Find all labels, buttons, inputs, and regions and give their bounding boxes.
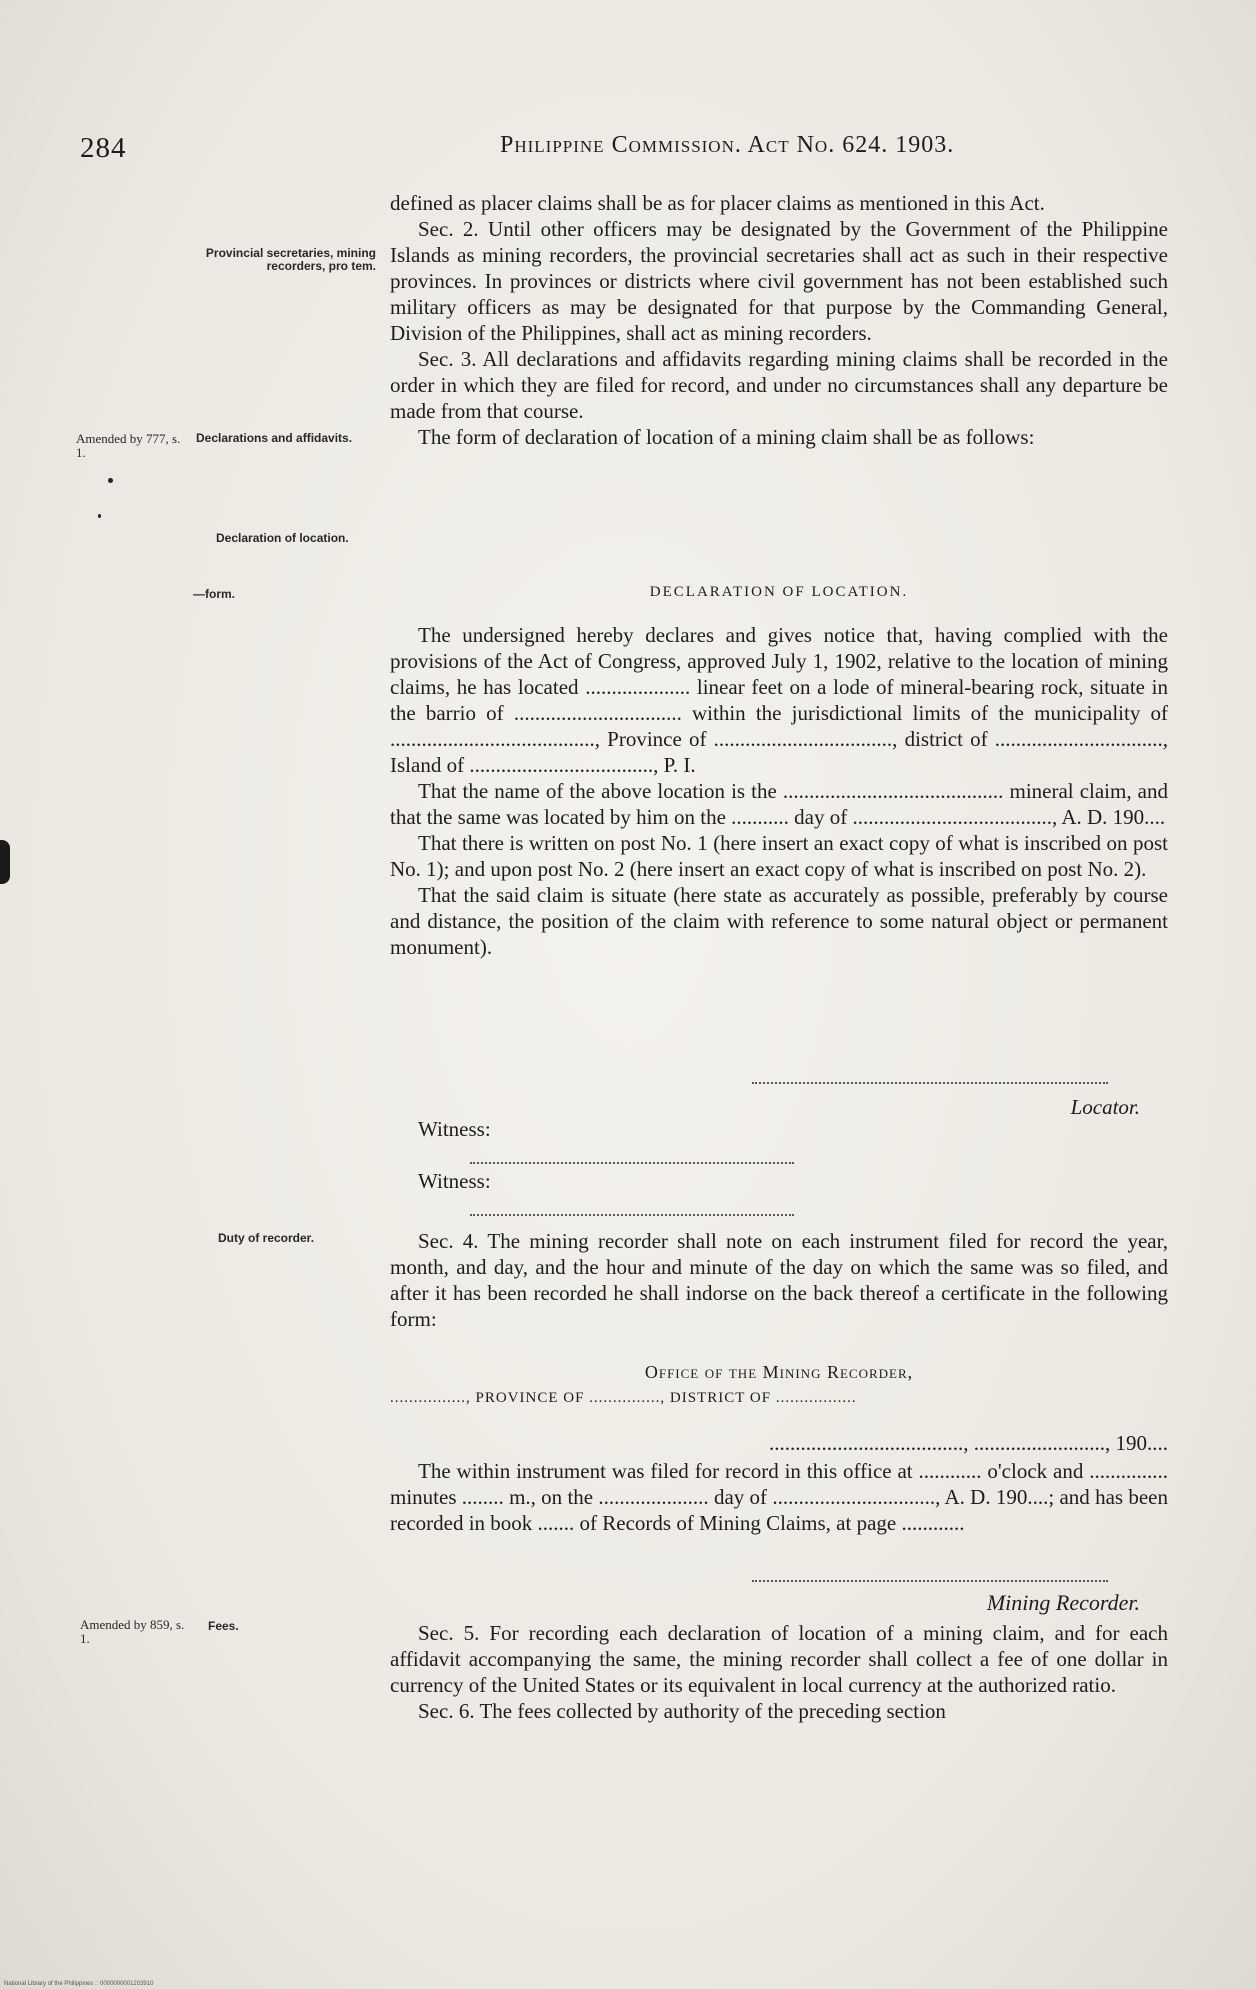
margin-note-declaration-location: Declaration of location. (216, 531, 349, 545)
signature-line (752, 1082, 1108, 1084)
margin-note-fees: Fees. (208, 1619, 239, 1633)
margin-note-form: —form. (193, 587, 235, 601)
paragraph: defined as placer claims shall be as for placer claims as mentioned in this Act. (390, 191, 1045, 215)
section-2: Sec. 2. Until other officers may be designated by the Government of the Philippine Islands as mining recorders, the provincial secretaries shall act as such in their respective provinces. In provinces or districts where civil government has not been established such military officers as may be designated for that purpose by the Commanding General, Division of the Philippines, shall act as mining recorders. (390, 217, 1168, 345)
margin-note-duty: Duty of recorder. (218, 1231, 315, 1245)
witness-signature-line (470, 1162, 794, 1164)
running-title: Philippine Commission. Act No. 624. 1903. (500, 132, 955, 158)
witness-label: Witness: (418, 1169, 491, 1193)
witness-signature-line (470, 1214, 794, 1216)
margin-note-provincial: Provincial secretaries, mining recorders, pro tem. (205, 246, 376, 273)
office-title: Office of the Mining Recorder, (644, 1362, 914, 1382)
certificate-paragraph: The within instrument was filed for record in this office at ............ o'clock and ............... minutes ........ m., on the ..................... day of ..............................., A. D. 190....; and has been recorded in book ....... of Records of Mining Claims, at page ............ (390, 1459, 1168, 1535)
locator-label: Locator. (1070, 1095, 1140, 1119)
form-paragraph: That there is written on post No. 1 (here insert an exact copy of what is inscribed on post No. 1); and upon post No. 2 (here insert an exact copy of what is inscribed on post No. 2). (390, 831, 1168, 881)
recorder-label: Mining Recorder. (986, 1590, 1140, 1615)
form-title: DECLARATION OF LOCATION. (649, 584, 909, 600)
date-line: ....................................., ........................., 190.... (769, 1431, 1168, 1455)
scan-edge-mark (0, 840, 10, 884)
form-paragraph: That the said claim is situate (here state as accurately as possible, preferably by course and distance, the position of the claim with reference to some natural object or permanent monument). (390, 883, 1168, 959)
margin-note-declarations: Declarations and affidavits. (196, 431, 353, 445)
section-5-6 (390, 1620, 1168, 1724)
section-4 (390, 1228, 1168, 1332)
witness-label: Witness: (418, 1117, 491, 1141)
form-paragraph: The undersigned hereby declares and gives notice that, having complied with the provisions of the Act of Congress, approved July 1, 1902, relative to the location of mining claims, he has located .................... linear feet on a lode of mineral-bearing rock, situate in the barrio of ................................ within the jurisdictional limits of the municipality of ......................................., Province of .................................., district of ................................, Island of ..................................., P. I. (390, 623, 1168, 777)
certificate-text (390, 1458, 1168, 1536)
body-text-upper (390, 190, 1168, 450)
office-line: ................, PROVINCE OF ..............., DISTRICT OF ................. (390, 1390, 857, 1406)
section-3: Sec. 3. All declarations and affidavits regarding mining claims shall be recorded in the order in which they are filed for record, and under no circumstances shall any departure be made from that course. (390, 347, 1168, 423)
declaration-form-text (390, 622, 1168, 960)
section-5: Sec. 5. For recording each declaration of location of a mining claim, and for each affidavit accompanying the same, the mining recorder shall collect a fee of one dollar in currency of the United States or its equivalent in local currency at the authorized ratio. (390, 1621, 1168, 1697)
paragraph: The form of declaration of location of a mining claim shall be as follows: (418, 425, 1035, 449)
scan-credit: National Library of the Philippines :: 0000000001203910 (4, 1981, 154, 1987)
margin-note-amended: Amended by 777, s. 1. (76, 431, 181, 460)
form-paragraph: That the name of the above location is the .......................................... mineral claim, and that the same was located by him on the ........... day of ......................................, A. D. 190.... (390, 779, 1168, 829)
section-6: Sec. 6. The fees collected by authority of the preceding section (418, 1699, 946, 1723)
scan-speck (98, 514, 101, 518)
section-4-text: Sec. 4. The mining recorder shall note on each instrument filed for record the year, month, and day, and the hour and minute of the day on which the same was so filed, and after it has been recorded he shall indorse on the back thereof a certificate in the following form: (390, 1229, 1168, 1331)
scan-speck (108, 478, 113, 483)
recorder-signature-line (752, 1580, 1108, 1582)
margin-note-amended: Amended by 859, s. 1. (80, 1617, 185, 1646)
page-number: 284 (80, 132, 127, 164)
